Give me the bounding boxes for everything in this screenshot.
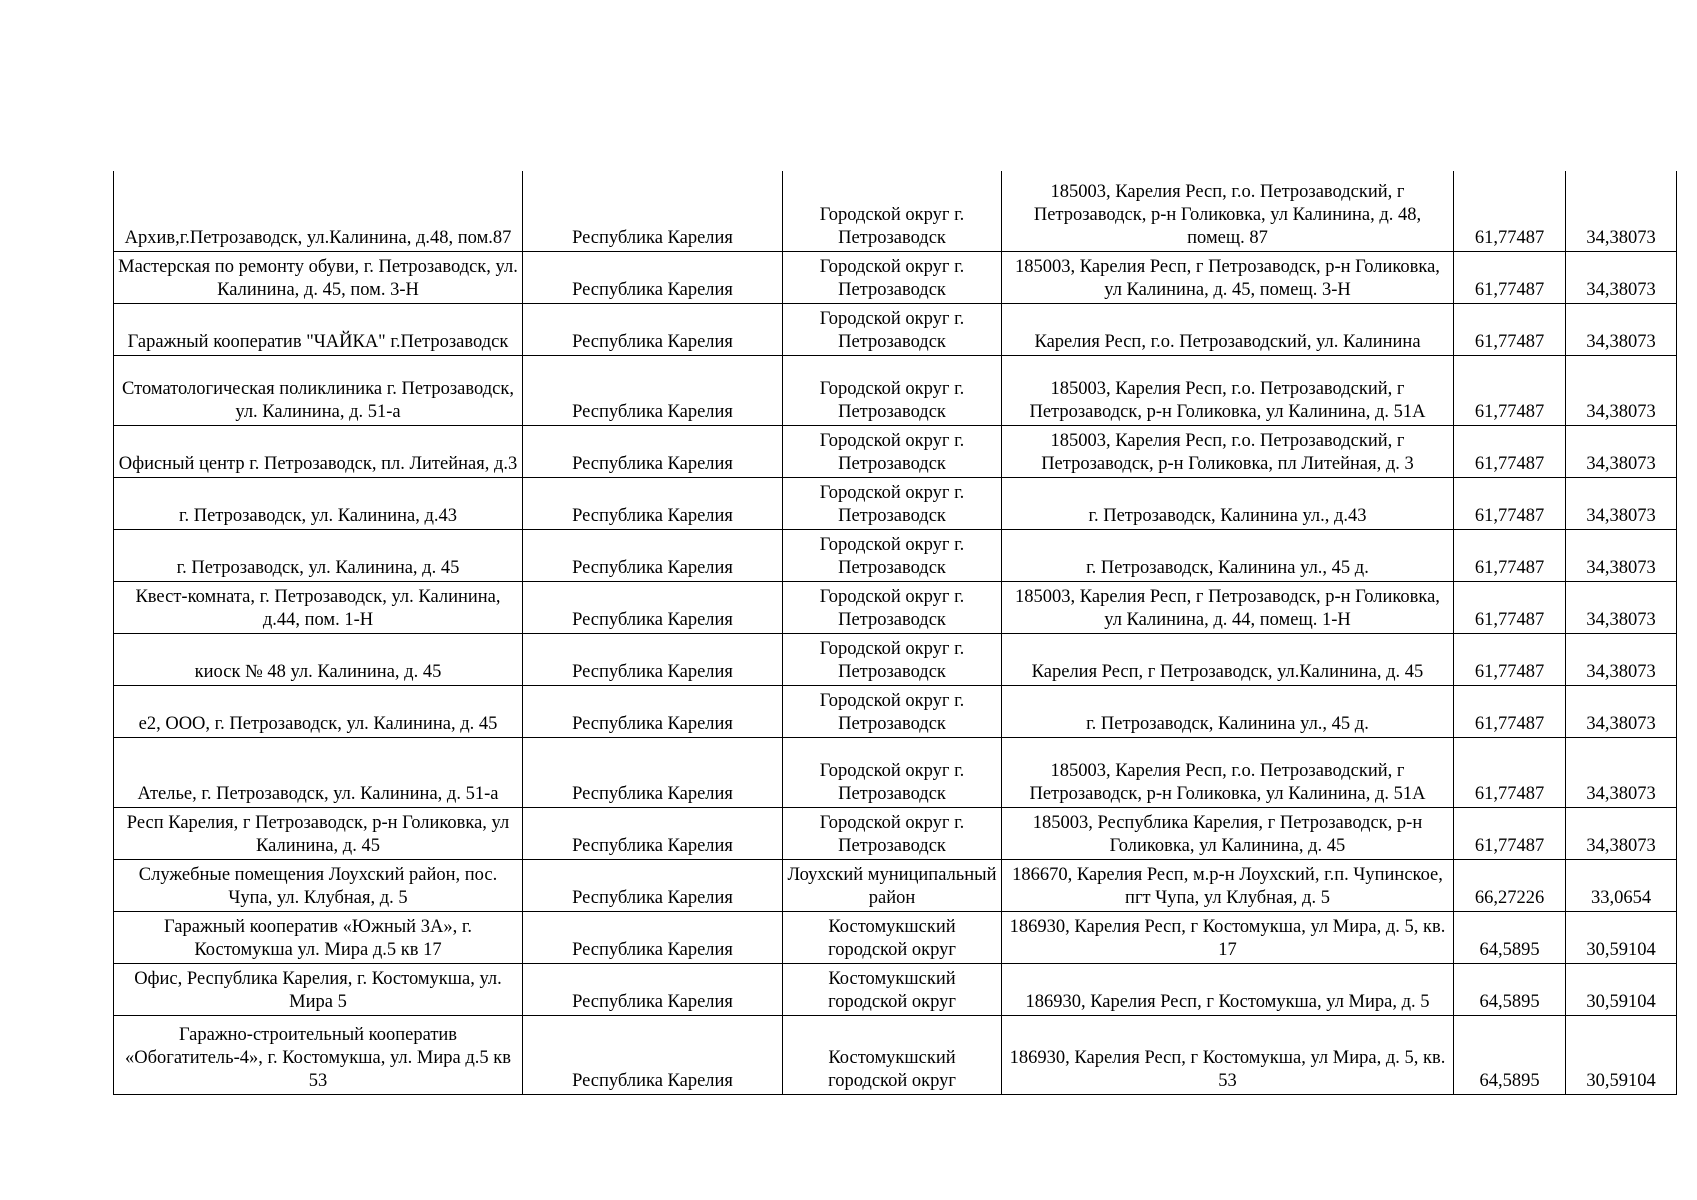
object-name-cell: Гаражный кооператив "ЧАЙКА" г.Петрозаводск	[114, 303, 523, 355]
region-cell: Республика Карелия	[523, 737, 783, 807]
region-cell: Республика Карелия	[523, 355, 783, 425]
address-cell: 186930, Карелия Респ, г Костомукша, ул Мира, д. 5	[1002, 963, 1454, 1015]
table-row	[114, 963, 1677, 1015]
longitude-cell: 30,59104	[1566, 1015, 1677, 1094]
address-cell: Карелия Респ, г.о. Петрозаводский, ул. Калинина	[1002, 303, 1454, 355]
longitude-cell: 34,38073	[1566, 425, 1677, 477]
object-name-cell: Квест-комната, г. Петрозаводск, ул. Калинина, д.44, пом. 1-Н	[114, 581, 523, 633]
address-cell: 185003, Карелия Респ, г.о. Петрозаводский, г Петрозаводск, р-н Голиковка, ул Калинина, д. 51А	[1002, 737, 1454, 807]
region-cell: Республика Карелия	[523, 251, 783, 303]
latitude-cell: 61,77487	[1454, 807, 1566, 859]
object-name-cell: киоск № 48 ул. Калинина, д. 45	[114, 633, 523, 685]
latitude-cell: 61,77487	[1454, 251, 1566, 303]
region-cell: Республика Карелия	[523, 911, 783, 963]
latitude-cell: 61,77487	[1454, 685, 1566, 737]
longitude-cell: 33,0654	[1566, 859, 1677, 911]
district-cell: Городской округ г. Петрозаводск	[783, 529, 1002, 581]
address-cell: 185003, Карелия Респ, г.о. Петрозаводский, г Петрозаводск, р-н Голиковка, пл Литейная, д. 3	[1002, 425, 1454, 477]
district-cell: Городской округ г. Петрозаводск	[783, 581, 1002, 633]
address-cell: Карелия Респ, г Петрозаводск, ул.Калинина, д. 45	[1002, 633, 1454, 685]
address-cell: 185003, Карелия Респ, г.о. Петрозаводский, г Петрозаводск, р-н Голиковка, ул Калинина, д. 48, помещ. 87	[1002, 171, 1454, 251]
region-cell: Республика Карелия	[523, 963, 783, 1015]
table-row	[114, 251, 1677, 303]
latitude-cell: 64,5895	[1454, 911, 1566, 963]
table-row	[114, 171, 1677, 251]
table-row	[114, 911, 1677, 963]
object-name-cell: Гаражный кооператив «Южный 3А», г. Костомукша ул. Мира д.5 кв 17	[114, 911, 523, 963]
address-cell: 186930, Карелия Респ, г Костомукша, ул Мира, д. 5, кв. 53	[1002, 1015, 1454, 1094]
district-cell: Лоухский муниципальный район	[783, 859, 1002, 911]
table-row	[114, 807, 1677, 859]
longitude-cell: 30,59104	[1566, 963, 1677, 1015]
district-cell: Городской округ г. Петрозаводск	[783, 425, 1002, 477]
region-cell: Республика Карелия	[523, 633, 783, 685]
table-row	[114, 633, 1677, 685]
object-name-cell: г. Петрозаводск, ул. Калинина, д. 45	[114, 529, 523, 581]
address-cell: 185003, Республика Карелия, г Петрозаводск, р-н Голиковка, ул Калинина, д. 45	[1002, 807, 1454, 859]
address-cell: 185003, Карелия Респ, г Петрозаводск, р-н Голиковка, ул Калинина, д. 44, помещ. 1-Н	[1002, 581, 1454, 633]
table-row	[114, 859, 1677, 911]
region-cell: Республика Карелия	[523, 171, 783, 251]
table-row	[114, 581, 1677, 633]
address-cell: г. Петрозаводск, Калинина ул., 45 д.	[1002, 685, 1454, 737]
table-row	[114, 737, 1677, 807]
table-row	[114, 355, 1677, 425]
table-row	[114, 477, 1677, 529]
region-cell: Республика Карелия	[523, 685, 783, 737]
table-row	[114, 685, 1677, 737]
latitude-cell: 61,77487	[1454, 633, 1566, 685]
object-name-cell: Стоматологическая поликлиника г. Петрозаводск, ул. Калинина, д. 51-а	[114, 355, 523, 425]
table-row	[114, 425, 1677, 477]
latitude-cell: 61,77487	[1454, 737, 1566, 807]
region-cell: Республика Карелия	[523, 303, 783, 355]
longitude-cell: 34,38073	[1566, 477, 1677, 529]
region-cell: Республика Карелия	[523, 859, 783, 911]
table-row	[114, 303, 1677, 355]
latitude-cell: 61,77487	[1454, 303, 1566, 355]
objects-table	[113, 171, 1677, 1095]
object-name-cell: Служебные помещения Лоухский район, пос. Чупа, ул. Клубная, д. 5	[114, 859, 523, 911]
district-cell: Городской округ г. Петрозаводск	[783, 633, 1002, 685]
latitude-cell: 61,77487	[1454, 355, 1566, 425]
table-row	[114, 1015, 1677, 1094]
object-name-cell: Мастерская по ремонту обуви, г. Петрозаводск, ул. Калинина, д. 45, пом. 3-Н	[114, 251, 523, 303]
region-cell: Республика Карелия	[523, 477, 783, 529]
longitude-cell: 34,38073	[1566, 737, 1677, 807]
district-cell: Городской округ г. Петрозаводск	[783, 737, 1002, 807]
region-cell: Республика Карелия	[523, 807, 783, 859]
district-cell: Костомукшский городской округ	[783, 1015, 1002, 1094]
district-cell: Костомукшский городской округ	[783, 963, 1002, 1015]
address-cell: г. Петрозаводск, Калинина ул., 45 д.	[1002, 529, 1454, 581]
region-cell: Республика Карелия	[523, 425, 783, 477]
object-name-cell: Ателье, г. Петрозаводск, ул. Калинина, д. 51-а	[114, 737, 523, 807]
address-cell: г. Петрозаводск, Калинина ул., д.43	[1002, 477, 1454, 529]
district-cell: Городской округ г. Петрозаводск	[783, 303, 1002, 355]
longitude-cell: 34,38073	[1566, 581, 1677, 633]
latitude-cell: 64,5895	[1454, 963, 1566, 1015]
district-cell: Городской округ г. Петрозаводск	[783, 171, 1002, 251]
address-cell: 185003, Карелия Респ, г Петрозаводск, р-н Голиковка, ул Калинина, д. 45, помещ. 3-Н	[1002, 251, 1454, 303]
region-cell: Республика Карелия	[523, 529, 783, 581]
latitude-cell: 61,77487	[1454, 425, 1566, 477]
district-cell: Городской округ г. Петрозаводск	[783, 477, 1002, 529]
objects-table-body	[114, 171, 1677, 1094]
region-cell: Республика Карелия	[523, 581, 783, 633]
address-cell: 186670, Карелия Респ, м.р-н Лоухский, г.п. Чупинское, пгт Чупа, ул Клубная, д. 5	[1002, 859, 1454, 911]
object-name-cell: г. Петрозаводск, ул. Калинина, д.43	[114, 477, 523, 529]
district-cell: Городской округ г. Петрозаводск	[783, 251, 1002, 303]
table-row	[114, 529, 1677, 581]
longitude-cell: 34,38073	[1566, 355, 1677, 425]
object-name-cell: Офис, Республика Карелия, г. Костомукша, ул. Мира 5	[114, 963, 523, 1015]
object-name-cell: Гаражно-строительный кооператив «Обогатитель-4», г. Костомукша, ул. Мира д.5 кв 53	[114, 1015, 523, 1094]
longitude-cell: 34,38073	[1566, 633, 1677, 685]
latitude-cell: 61,77487	[1454, 477, 1566, 529]
district-cell: Городской округ г. Петрозаводск	[783, 807, 1002, 859]
object-name-cell: е2, ООО, г. Петрозаводск, ул. Калинина, д. 45	[114, 685, 523, 737]
object-name-cell: Офисный центр г. Петрозаводск, пл. Литейная, д.3	[114, 425, 523, 477]
longitude-cell: 34,38073	[1566, 685, 1677, 737]
latitude-cell: 61,77487	[1454, 171, 1566, 251]
district-cell: Городской округ г. Петрозаводск	[783, 355, 1002, 425]
latitude-cell: 61,77487	[1454, 529, 1566, 581]
latitude-cell: 66,27226	[1454, 859, 1566, 911]
object-name-cell: Респ Карелия, г Петрозаводск, р-н Голиковка, ул Калинина, д. 45	[114, 807, 523, 859]
longitude-cell: 30,59104	[1566, 911, 1677, 963]
region-cell: Республика Карелия	[523, 1015, 783, 1094]
latitude-cell: 64,5895	[1454, 1015, 1566, 1094]
address-cell: 185003, Карелия Респ, г.о. Петрозаводский, г Петрозаводск, р-н Голиковка, ул Калинина, д. 51А	[1002, 355, 1454, 425]
address-cell: 186930, Карелия Респ, г Костомукша, ул Мира, д. 5, кв. 17	[1002, 911, 1454, 963]
latitude-cell: 61,77487	[1454, 581, 1566, 633]
longitude-cell: 34,38073	[1566, 171, 1677, 251]
district-cell: Костомукшский городской округ	[783, 911, 1002, 963]
longitude-cell: 34,38073	[1566, 251, 1677, 303]
district-cell: Городской округ г. Петрозаводск	[783, 685, 1002, 737]
object-name-cell: Архив,г.Петрозаводск, ул.Калинина, д.48, пом.87	[114, 171, 523, 251]
longitude-cell: 34,38073	[1566, 807, 1677, 859]
longitude-cell: 34,38073	[1566, 529, 1677, 581]
longitude-cell: 34,38073	[1566, 303, 1677, 355]
